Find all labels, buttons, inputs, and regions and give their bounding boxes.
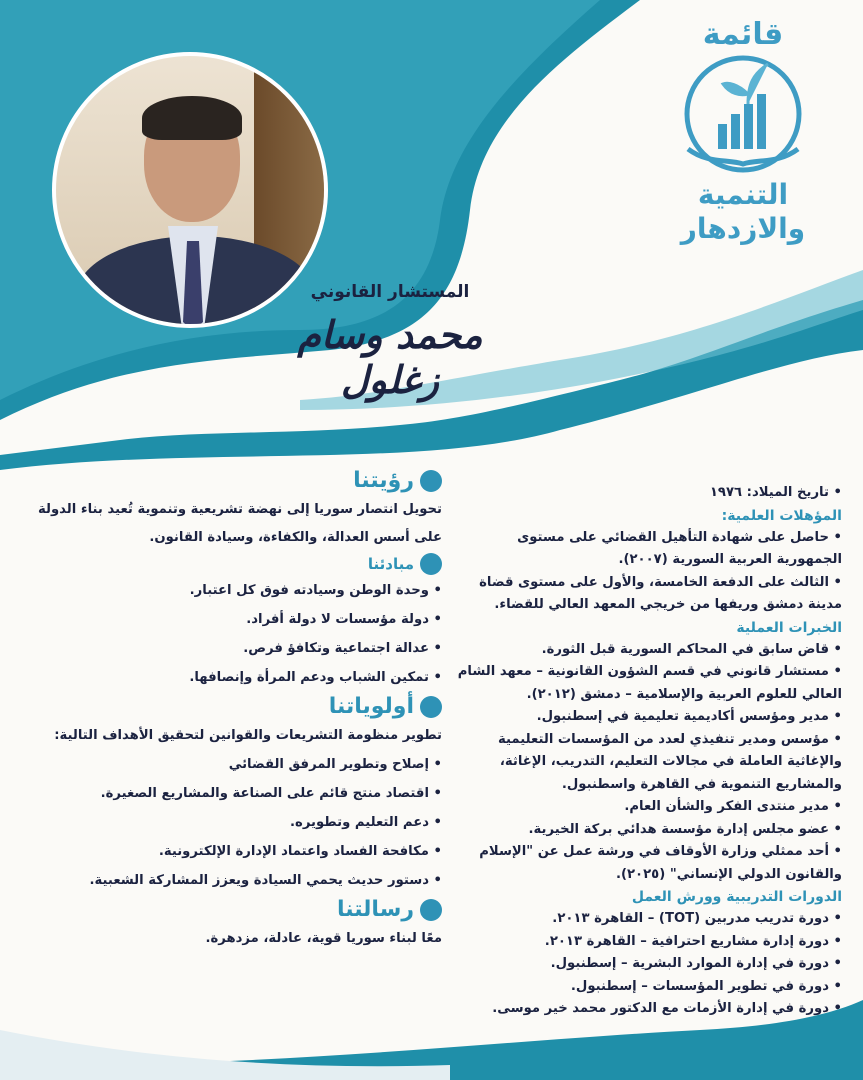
vision-title: رؤيتنا [353,468,414,493]
bullet-circle-icon [420,470,442,492]
experience-heading: الخبرات العملية [736,619,842,636]
list-item: • دورة في تطوير المؤسسات – إسطنبول. [452,976,842,999]
candidate-name: محمد وسام زغلول [297,312,483,402]
list-item: • دورة إدارة مشاريع احترافية – القاهرة ٢٠١٣. [452,931,842,954]
priorities-title: أولوياتنا [328,694,414,719]
program-column [12,466,442,953]
list-item: • عضو مجلس إدارة مؤسسة هدائي بركة الخيرية. [452,819,842,842]
vision-text: تحويل انتصار سوريا إلى نهضة تشريعية وتنموية تُعيد بناء الدولة على أسس العدالة، والكفاءة، وسيادة القانون. [38,502,442,545]
list-item: • اقتصاد منتج قائم على الصناعة والمشاريع الصغيرة. [12,779,442,808]
priorities-intro: تطوير منظومة التشريعات والقوانين لتحقيق الأهداف التالية: [54,728,442,743]
vision-heading [12,466,442,496]
logo-line1: قائمة [702,17,784,52]
portrait-photo [52,52,328,328]
bullet-circle-icon [420,553,442,575]
list-item: • مدير ومؤسس أكاديمية تعليمية في إسطنبول. [452,706,842,729]
list-item: • حاصل على شهادة التأهيل القضائي على مستوى الجمهورية العربية السورية (٢٠٠٧). [452,527,842,572]
list-item: • تمكين الشباب ودعم المرأة وإنصافها. [12,663,442,692]
priorities-heading [12,692,442,722]
logo-line2: التنمية والازدهار [680,178,806,245]
mission-heading [12,895,442,925]
list-item: • دورة في إدارة الموارد البشرية – إسطنبول. [452,953,842,976]
bullet-circle-icon [420,899,442,921]
list-item: • دولة مؤسسات لا دولة أفراد. [12,605,442,634]
list-item: • دعم التعليم وتطويره. [12,808,442,837]
list-item: • مؤسس ومدير تنفيذي لعدد من المؤسسات التعليمية والإغاثية العاملة في مجالات التعليم، التدريب، الإغاثة، والمشاريع التنموية في القاهرة واسطنبول. [452,729,842,797]
list-item: • الثالث على الدفعة الخامسة، والأول على مستوى قضاة مدينة دمشق وريفها من خريجي المعهد العالي للقضاء. [452,572,842,617]
list-item: • دستور حديث يحمي السيادة ويعزز المشاركة الشعبية. [12,866,442,895]
qualifications-heading: المؤهلات العلمية: [721,507,842,524]
list-item: • أحد ممثلي وزارة الأوقاف في ورشة عمل عن "الإسلام والقانون الدولي الإنساني" (٢٠٢٥). [452,841,842,886]
bullet-circle-icon [420,696,442,718]
list-item: • دورة تدريب مدربين (TOT) – القاهرة ٢٠١٣. [452,908,842,931]
candidate-role: المستشار القانوني [310,282,470,302]
plant-growth-icon [668,54,818,174]
list-item: • مدير منتدى الفكر والشأن العام. [452,796,842,819]
list-item: • إصلاح وتطوير المرفق القضائي [12,750,442,779]
principles-title: مبادئنا [367,555,414,573]
list-item: • دورة في إدارة الأزمات مع الدكتور محمد خير موسى. [452,998,842,1021]
list-item: • قاض سابق في المحاكم السورية قبل الثورة. [452,639,842,662]
list-item: • عدالة اجتماعية وتكافؤ فرص. [12,634,442,663]
list-item: • مستشار قانوني في قسم الشؤون القانونية – معهد الشام العالي للعلوم العربية والإسلامية – دمشق (٢٠١٢). [452,661,842,706]
principles-heading [12,552,442,576]
mission-text: معًا لبناء سوريا قوية، عادلة، مزدهرة. [205,931,442,946]
courses-heading: الدورات التدريبية وورش العمل [631,889,842,905]
profile-column [452,482,842,1021]
logo [643,18,843,246]
list-item: • مكافحة الفساد واعتماد الإدارة الإلكترونية. [12,837,442,866]
mission-title: رسالتنا [336,897,414,922]
list-item: • وحدة الوطن وسيادته فوق كل اعتبار. [12,576,442,605]
birth-date: • تاريخ الميلاد: ١٩٧٦ [452,482,842,505]
